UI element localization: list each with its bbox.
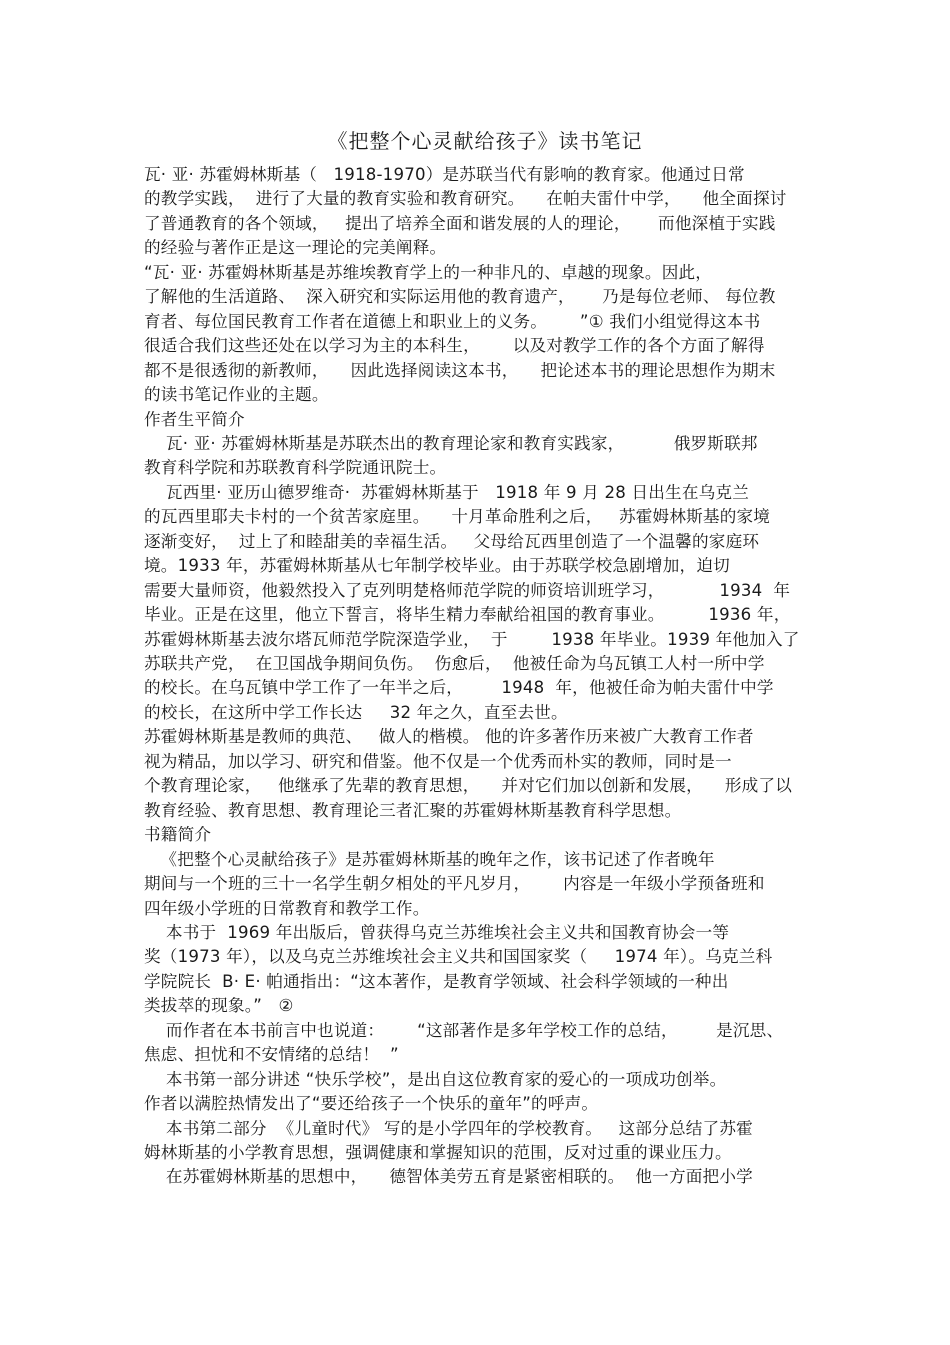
- text-line: 本书第一部分讲述 “快乐学校”，是出自这位教育家的爱心的一项成功创举。: [144, 1069, 727, 1089]
- text-line: 需要大量师资，他毅然投入了克列明楚格师范学院的师资培训班学习， 1934 年: [144, 580, 791, 600]
- document-title: 《把整个心灵献给孩子》读书笔记: [327, 129, 643, 153]
- text-line: 瓦· 亚· 苏霍姆林斯基（ 1918-1970）是苏联当代有影响的教育家。他通过日常: [144, 165, 745, 184]
- text-line: 教育科学院和苏联教育科学院通讯院士。: [144, 458, 447, 478]
- text-line: 的经验与著作正是这一理论的完美阐释。: [144, 238, 447, 258]
- text-line: 奖（1973 年），以及乌克兰苏维埃社会主义共和国国家奖（ 1974 年）。乌克兰科: [144, 947, 773, 967]
- text-line: 四年级小学班的日常教育和教学工作。: [144, 898, 430, 918]
- text-line: 书籍简介: [144, 825, 212, 845]
- text-line: 毕业。正是在这里，他立下誓言，将毕生精力奉献给祖国的教育事业。 1936 年，: [144, 605, 791, 625]
- text-line: 境。1933 年，苏霍姆林斯基从七年制学校毕业。由于苏联学校急剧增加，迫切: [144, 556, 730, 576]
- text-line: 而作者在本书前言中也说道： “这部著作是多年学校工作的总结， 是沉思、: [144, 1020, 784, 1040]
- text-line: 期间与一个班的三十一名学生朝夕相处的平凡岁月， 内容是一年级小学预备班和: [144, 874, 765, 894]
- text-line: 的读书笔记作业的主题。: [144, 385, 329, 405]
- text-line: 苏霍姆林斯基是教师的典范、 做人的楷模。 他的许多著作历来被广大教育工作者: [144, 727, 754, 747]
- text-line: 本书第二部分 《儿童时代》 写的是小学四年的学校教育。 这部分总结了苏霍: [144, 1118, 753, 1138]
- text-line: 教育经验、教育思想、教育理论三者汇聚的苏霍姆林斯基教育科学思想。: [144, 800, 682, 820]
- text-line: 的教学实践， 进行了大量的教育实验和教育研究。 在帕夫雷什中学， 他全面探讨: [144, 189, 787, 209]
- text-line: 的瓦西里耶夫卡村的一个贫苦家庭里。 十月革命胜利之后， 苏霍姆林斯基的家境: [144, 507, 771, 527]
- text-line: 了普通教育的各个领域， 提出了培养全面和谐发展的人的理论， 而他深植于实践: [144, 213, 776, 233]
- text-line: 很适合我们这些还处在以学习为主的本科生， 以及对教学工作的各个方面了解得: [144, 336, 765, 356]
- text-line: 逐渐变好， 过上了和睦甜美的幸福生活。 父母给瓦西里创造了一个温馨的家庭环: [144, 531, 760, 551]
- text-line: 个教育理论家， 他继承了先辈的教育思想， 并对它们加以创新和发展， 形成了以: [144, 776, 793, 796]
- text-line: 在苏霍姆林斯基的思想中， 德智体美劳五育是紧密相联的。 他一方面把小学: [144, 1167, 753, 1187]
- text-line: 本书于 1969 年出版后，曾获得乌克兰苏维埃社会主义共和国教育协会一等: [144, 922, 730, 942]
- text-line: 了解他的生活道路、 深入研究和实际运用他的教育遗产， 乃是每位老师、 每位教: [144, 287, 776, 307]
- text-line: 瓦西里· 亚历山德罗维奇· 苏霍姆林斯基于 1918 年 9 月 28 日出生在乌克兰: [144, 482, 750, 502]
- text-line: 苏联共产党， 在卫国战争期间负伤。 伤愈后， 他被任命为乌瓦镇工人村一所中学: [144, 654, 765, 673]
- text-line: 学院院长 B· E· 帕通指出：“这本著作，是教育学领域、社会科学领域的一种出: [144, 971, 729, 991]
- text-line: 的校长。在乌瓦镇中学工作了一年半之后， 1948 年，他被任命为帕夫雷什中学: [144, 678, 774, 698]
- text-line: 育者、每位国民教育工作者在道德上和职业上的义务。 ”① 我们小组觉得这本书: [144, 311, 761, 331]
- text-line: 作者以满腔热情发出了“要还给孩子一个快乐的童年”的呼声。: [144, 1094, 599, 1114]
- text-line: 类拔萃的现象。” ②: [144, 996, 294, 1016]
- text-line: 《把整个心灵献给孩子》是苏霍姆林斯基的晚年之作，该书记述了作者晚年: [144, 849, 715, 869]
- text-line: 苏霍姆林斯基去波尔塔瓦师范学院深造学业， 于 1938 年毕业。1939 年他加入了: [144, 629, 800, 649]
- text-line: 的校长，在这所中学工作长达 32 年之久，直至去世。: [144, 702, 568, 722]
- text-line: 视为精品，加以学习、研究和借鉴。他不仅是一个优秀而朴实的教师，同时是一: [144, 751, 732, 771]
- text-line: “瓦· 亚· 苏霍姆林斯基是苏维埃教育学上的一种非凡的、卓越的现象。因此，: [144, 262, 713, 282]
- text-line: 作者生平简介: [144, 409, 245, 429]
- text-line: 都不是很透彻的新教师， 因此选择阅读这本书， 把论述本书的理论思想作为期末: [144, 360, 776, 380]
- text-line: 瓦· 亚· 苏霍姆林斯基是苏联杰出的教育理论家和教育实践家， 俄罗斯联邦: [144, 433, 758, 453]
- text-line: 焦虑、担忧和不安情绪的总结！ ”: [144, 1045, 399, 1065]
- text-line: 姆林斯基的小学教育思想，强调健康和掌握知识的范围，反对过重的课业压力。: [144, 1143, 732, 1162]
